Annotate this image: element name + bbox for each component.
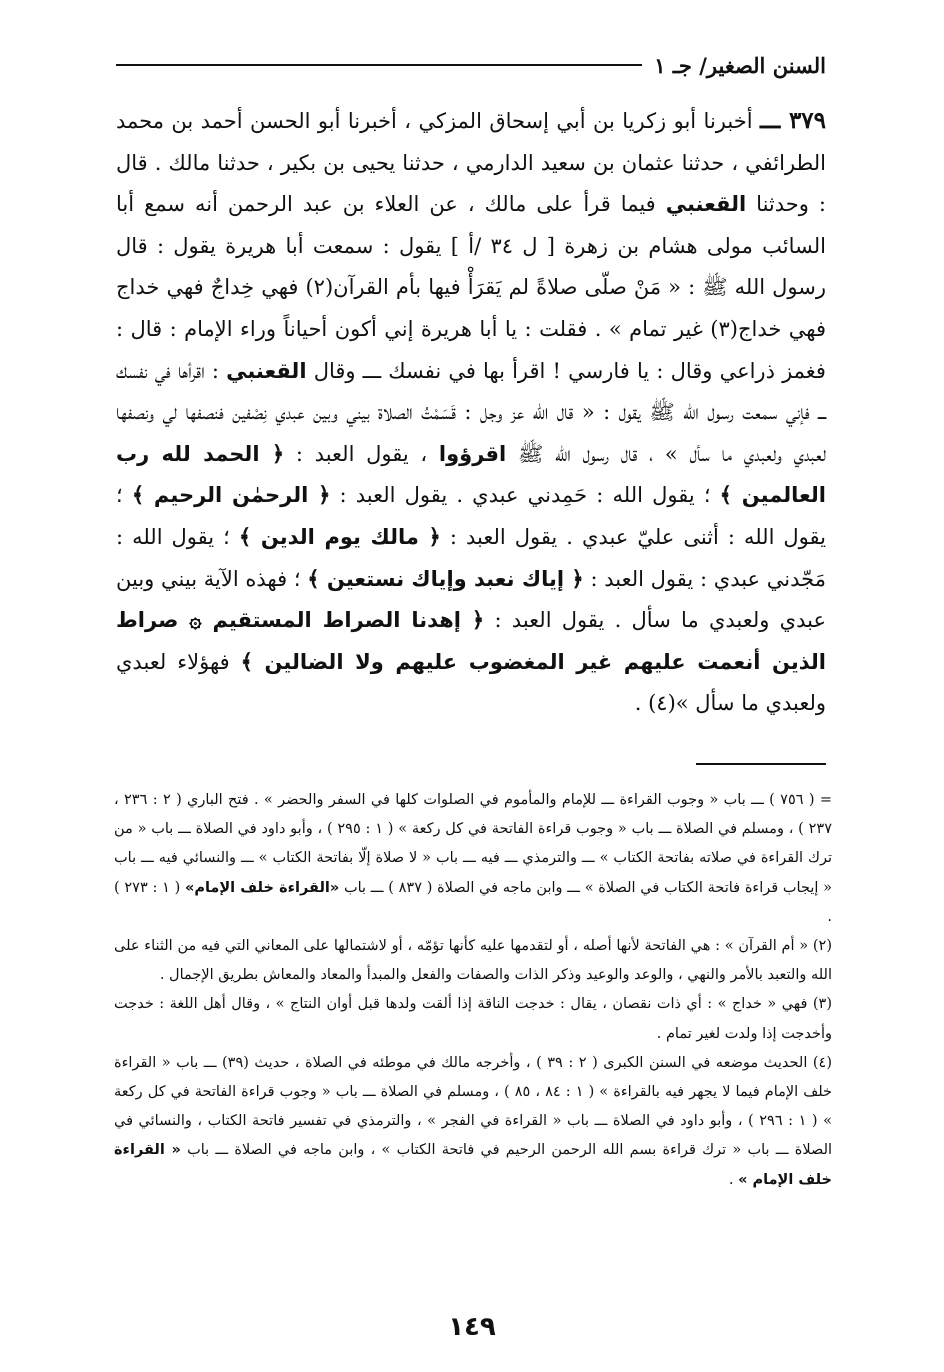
footnote-bold: « القراءة خلف الإمام »: [114, 1142, 832, 1188]
quran-verse: ﴿ إهدنا الصراط المستقيم ۞ صراط الذين أنعمت عليهم غير المغضوب عليهم ولا الضالين ﴾: [116, 608, 827, 674]
page-number: ١٤٩: [448, 1312, 496, 1342]
narrator-name: القعنبي: [226, 358, 307, 383]
footnote-3: (٣) فهي « خداج » : أي ذات نقصان ، يقال : خدجت الناقة إذا ألقت ولدها قبل أوان النتاج » ، وقال أهل اللغة : خدجت وأخدجت إذا ولدت لغير تمام .: [114, 996, 832, 1042]
footnote-separator: [696, 763, 826, 765]
footnotes: [114, 786, 832, 1195]
hadith-segment: أخبرنا أبو زكريا بن أبي إسحاق المزكي ، أخبرنا أبو الحسن أحمد بن محمد الطرائفي ، حدثنا عثمان بن سعيد الدارمي ، حدثنا يحيى بن بكير ، حدثنا مالك . قال : وحدثنا: [116, 109, 826, 217]
hadith-segment: ، يقول العبد :: [295, 441, 428, 466]
emphasis-word: اقرؤوا: [438, 441, 507, 466]
hadith-segment: ؛ يقول الله : حَمِدني عبدي . يقول العبد :: [339, 483, 711, 508]
hadith-segment: : اقرأها في نفسك ـــ فإني سمعت رسول الله ﷺ يقول : « قال الله عز وجل : قَسَمْتُ الصلاة بيني وبين عبدي نِصْفين فنصفها لي ونصفها لعبدي ولعبدي ما سأل » ، قال رسول الله ﷺ: [116, 358, 826, 466]
footnote-continued: [114, 786, 832, 932]
header-rule: [116, 64, 642, 66]
footnote-text: ( ١ : ٢٧٣ ) .: [114, 879, 832, 925]
hadith-segment: ؛ يقول الله : أثنى عليّ عبدي . يقول العبد :: [116, 483, 826, 549]
hadith-segment: فيما قرأ على مالك ، عن العلاء بن عبد الرحمن أنه سمع أبا السائب مولى هشام بن زهرة [ ل ٣٤ /أ ] يقول : سمعت أبا هريرة يقول : قال رسول الله ﷺ : « مَنْ صلّى صلاةً لم يَقرَأْ فيها بأم القرآن(٢) فهي خِداجٌ فهي خداج فهي خداج(٣) غير تمام » . فقلت : يا أبا هريرة إني أكون أحياناً وراء الإمام : قال : فغمز ذراعي وقال : يا فارسي ! اقرأ بها في نفسك ـــ وقال: [116, 192, 827, 383]
hadith-segment: ؛ يقول الله : مَجّدني عبدي : يقول العبد :: [116, 524, 826, 591]
book-title: السنن الصغير/ جـ ١: [654, 52, 826, 78]
footnote-text: .: [728, 1171, 734, 1188]
quran-verse: ﴿ إياك نعبد وإياك نستعين ﴾: [307, 566, 584, 591]
footnote-4: [114, 1049, 832, 1195]
hadith-segment: فهؤلاء لعبدي ولعبدي ما سأل »(٤) .: [116, 649, 826, 716]
quran-verse: ﴿ الحمد لله رب العالمين ﴾: [116, 441, 826, 508]
footnote-text: (٤) الحديث موضعه في السنن الكبرى ( ٢ : ٣٩ ) ، وأخرجه مالك في موطئه في الصلاة ، حديث (٣٩) ـــ باب « القراءة خلف الإمام فيما لا يجهر فيه بالقراءة » ( ١ : ٨٤ ، ٨٥ ) ، ومسلم في الصلاة ـــ باب « وجوب قراءة الفاتحة في كل ركعة » ( ١ : ٢٩٦ ) ، وأبو داود في الصلاة ـــ باب « القراءة في الفجر » ، والترمذي في تفسير فاتحة الكتاب ، والنسائي في الصلاة ـــ باب « ترك قراءة بسم الله الرحمن الرحيم في فاتحة الكتاب » ، وابن ماجه في الصلاة ـــ باب: [114, 1054, 833, 1159]
hadith-segment: ؛ فهذه الآية بيني وبين عبدي ولعبدي ما سأل . يقول العبد :: [116, 566, 827, 633]
narrator-name: القعنبي: [665, 192, 747, 217]
footnote-bold: «القراءة خلف الإمام»: [184, 879, 340, 896]
hadith-text: [116, 100, 826, 725]
footnote-2: (٢) « أم القرآن » : هي الفاتحة لأنها أصله ، أو لتقدمها عليه كأنها تؤمّه ، أو لاشتمالها على المعاني التي فيه من الثناء على الله والتعبد بالأمر والنهي ، والوعد والوعيد وذكر الذات والصفات والفعل والمبدأ والمعاد والمعاش بطريق الإجمال .: [114, 938, 832, 984]
quran-verse: ﴿ الرحمٰن الرحيم ﴾: [131, 483, 331, 508]
hadith-number: ٣٧٩ ـــ: [759, 107, 826, 134]
running-header: [116, 50, 826, 80]
quran-verse: ﴿ مالك يوم الدين ﴾: [238, 524, 441, 549]
footnote-text: = ( ٧٥٦ ) ـــ باب « وجوب القراءة ـــ للإمام والمأموم في الصلوات كلها في السفر والحضر » . فتح الباري ( ٢ : ٢٣٦ ، ٢٣٧ ) ، ومسلم في الصلاة ـــ باب « وجوب قراءة الفاتحة في كل ركعة » ( ١ : ٢٩٥ ) ، وأبو داود في الصلاة ـــ باب « من ترك القراءة في صلاته بفاتحة الكتاب » ـــ والترمذي ـــ فيه ـــ باب « لا صلاة إلّا بفاتحة الكتاب » ـــ والنسائي فيه ـــ باب « إيجاب قراءة فاتحة الكتاب في الصلاة » ـــ وابن ماجه في الصلاة ( ٨٣٧ ) ـــ باب: [114, 792, 832, 896]
